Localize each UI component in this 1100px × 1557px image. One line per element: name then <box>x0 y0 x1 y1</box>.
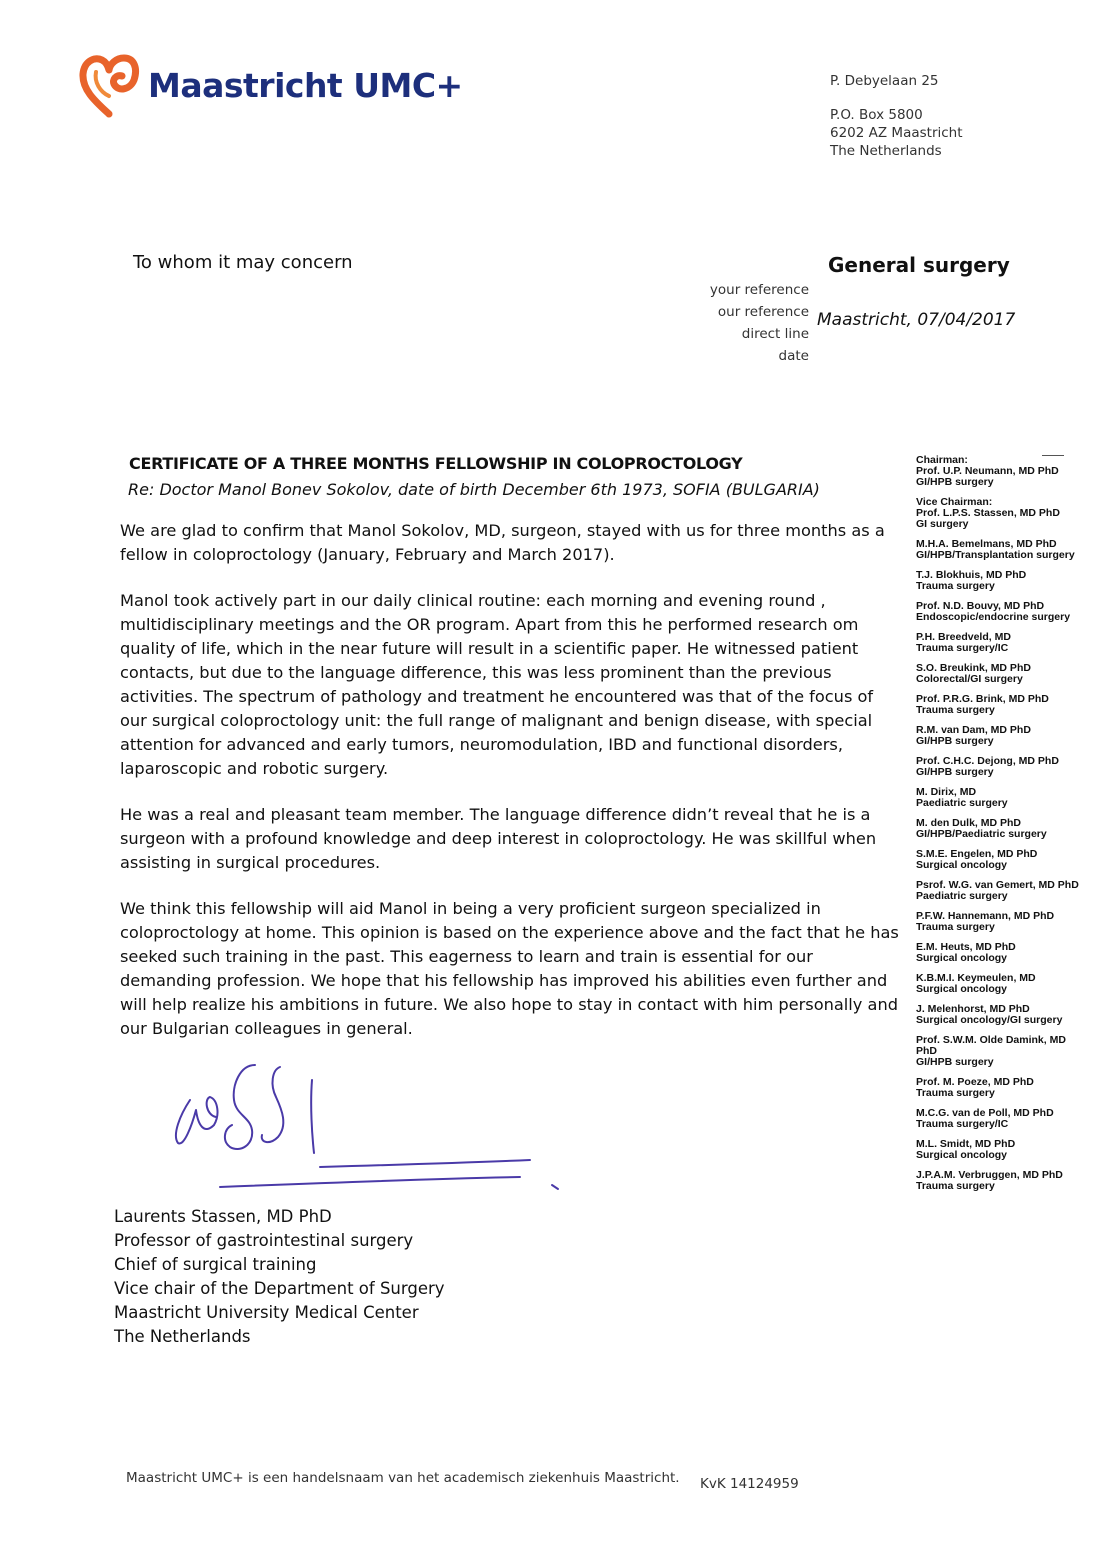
staff-name: Prof. S.W.M. Olde Damink, MD PhD <box>916 1034 1066 1057</box>
staff-specialty: GI/HPB surgery <box>916 766 994 778</box>
staff-entry <box>916 539 1086 561</box>
staff-specialty: Trauma surgery <box>916 580 995 592</box>
maastricht-umc-logo <box>78 52 463 118</box>
staff-entry <box>916 880 1086 902</box>
staff-entry <box>916 818 1086 840</box>
staff-entry <box>916 694 1086 716</box>
staff-name: S.O. Breukink, MD PhD <box>916 662 1031 674</box>
staff-name: P.H. Breedveld, MD <box>916 631 1011 643</box>
staff-specialty: Surgical oncology <box>916 859 1008 871</box>
staff-name: E.M. Heuts, MD PhD <box>916 941 1016 953</box>
staff-entry <box>916 632 1086 654</box>
staff-specialty: Trauma surgery/IC <box>916 1118 1009 1130</box>
body-paragraph: We are glad to confirm that Manol Sokolov, MD, surgeon, stayed with us for three months as a fellow in coloproctology (January, February and March 2017). <box>120 521 885 564</box>
staff-specialty: Surgical oncology <box>916 1149 1008 1161</box>
department-heading: General surgery <box>828 253 1010 277</box>
staff-specialty: Surgical oncology <box>916 952 1008 964</box>
staff-name: J.P.A.M. Verbruggen, MD PhD <box>916 1169 1063 1181</box>
staff-entry <box>916 1108 1086 1130</box>
staff-entry <box>916 1170 1086 1192</box>
staff-name: M.L. Smidt, MD PhD <box>916 1138 1016 1150</box>
staff-specialty: GI/HPB surgery <box>916 735 994 747</box>
staff-entry <box>916 1139 1086 1161</box>
staff-specialty: Trauma surgery <box>916 704 995 716</box>
staff-entry <box>916 1035 1086 1068</box>
staff-entry <box>916 1004 1086 1026</box>
certificate-title: CERTIFICATE OF A THREE MONTHS FELLOWSHIP IN COLOPROCTOLOGY <box>129 454 743 473</box>
staff-entry <box>916 787 1086 809</box>
staff-name: J. Melenhorst, MD PhD <box>916 1003 1030 1015</box>
staff-entry <box>916 725 1086 747</box>
staff-specialty: Endoscopic/endocrine surgery <box>916 611 1071 623</box>
staff-name: Psrof. W.G. van Gemert, MD PhD <box>916 879 1079 891</box>
signatory-block <box>114 1205 445 1349</box>
letter-date: Maastricht, 07/04/2017 <box>817 310 1016 330</box>
staff-specialty: GI/HPB surgery <box>916 1056 994 1068</box>
salutation: To whom it may concern <box>133 252 353 273</box>
subject-line: Re: Doctor Manol Bonev Sokolov, date of birth December 6th 1973, SOFIA (BULGARIA) <box>128 480 820 499</box>
signatory-title: Vice chair of the Department of Surgery <box>114 1279 445 1298</box>
staff-name: M. Dirix, MD <box>916 786 977 798</box>
footer-trade-name: Maastricht UMC+ is een handelsnaam van het academisch ziekenhuis Maastricht. <box>126 1470 680 1486</box>
staff-list <box>916 455 1086 1201</box>
staff-specialty: Paediatric surgery <box>916 890 1008 902</box>
hospital-address <box>830 72 963 160</box>
staff-specialty: GI/HPB surgery <box>916 476 994 488</box>
staff-name: Prof. M. Poeze, MD PhD <box>916 1076 1034 1088</box>
staff-name: Prof. N.D. Bouvy, MD PhD <box>916 600 1045 612</box>
our-reference-label: our reference <box>717 304 809 320</box>
staff-entry <box>916 849 1086 871</box>
staff-specialty: Trauma surgery <box>916 1180 995 1192</box>
staff-entry <box>916 756 1086 778</box>
staff-specialty: Surgical oncology <box>916 983 1008 995</box>
staff-entry <box>916 497 1086 530</box>
staff-specialty: Paediatric surgery <box>916 797 1008 809</box>
body-paragraph: Manol took actively part in our daily clinical routine: each morning and evening round , multidisciplinary meetings and the OR program. Apart from this he performed research om quality of life, which in the near future will result in a scientific paper. He witnessed patient contacts, but due to the language difference, this was less prominent than the previous activities. The spectrum of pathology and treatment he encountered was that of the focus of our surgical coloproctology unit: the full range of malignant and benign disease, with special attention for advanced and early tumors, neuromodulation, IBD and functional disorders, laparoscopic and robotic surgery. <box>120 591 874 778</box>
staff-name: T.J. Blokhuis, MD PhD <box>916 569 1027 581</box>
staff-specialty: Trauma surgery <box>916 1087 995 1099</box>
staff-specialty: Trauma surgery <box>916 921 995 933</box>
address-city: 6202 AZ Maastricht <box>830 125 963 141</box>
staff-name: S.M.E. Engelen, MD PhD <box>916 848 1038 860</box>
staff-specialty: Surgical oncology/GI surgery <box>916 1014 1063 1026</box>
footer-kvk-number: KvK 14124959 <box>700 1476 799 1492</box>
staff-specialty: GI surgery <box>916 518 969 530</box>
staff-specialty: GI/HPB/Paediatric surgery <box>916 828 1047 840</box>
reference-labels <box>680 279 809 367</box>
address-country: The Netherlands <box>830 143 942 159</box>
staff-name: Prof. C.H.C. Dejong, MD PhD <box>916 755 1059 767</box>
staff-role: Vice Chairman: <box>916 496 993 508</box>
letter-body <box>120 519 900 1063</box>
staff-name: Prof. P.R.G. Brink, MD PhD <box>916 693 1049 705</box>
staff-name: M. den Dulk, MD PhD <box>916 817 1021 829</box>
your-reference-label: your reference <box>709 282 809 298</box>
staff-entry <box>916 942 1086 964</box>
staff-specialty: Colorectal/GI surgery <box>916 673 1023 685</box>
logo-wordmark: Maastricht UMC+ <box>148 65 463 105</box>
date-label: date <box>778 348 809 364</box>
staff-entry <box>916 911 1086 933</box>
staff-entry <box>916 455 1086 488</box>
signatory-name: Laurents Stassen, MD PhD <box>114 1207 332 1226</box>
direct-line-label: direct line <box>741 326 809 342</box>
signatory-title: Chief of surgical training <box>114 1255 317 1274</box>
staff-name: M.H.A. Bemelmans, MD PhD <box>916 538 1057 550</box>
body-paragraph: He was a real and pleasant team member. The language difference didn’t reveal that he is a surgeon with a profound knowledge and deep interest in coloproctology. He was skillful when assisting in surgical procedures. <box>120 805 877 872</box>
staff-entry <box>916 570 1086 592</box>
handwritten-signature <box>160 1055 580 1205</box>
signatory-title: Professor of gastrointestinal surgery <box>114 1231 414 1250</box>
staff-name: Prof. L.P.S. Stassen, MD PhD <box>916 507 1060 519</box>
staff-entry <box>916 1077 1086 1099</box>
address-street: P. Debyelaan 25 <box>830 73 939 89</box>
staff-specialty: Trauma surgery/IC <box>916 642 1009 654</box>
staff-name: Prof. U.P. Neumann, MD PhD <box>916 465 1059 477</box>
staff-name: P.F.W. Hannemann, MD PhD <box>916 910 1055 922</box>
signatory-institution: Maastricht University Medical Center <box>114 1303 419 1322</box>
signatory-country: The Netherlands <box>114 1327 251 1346</box>
address-pobox: P.O. Box 5800 <box>830 107 923 123</box>
staff-name: R.M. van Dam, MD PhD <box>916 724 1031 736</box>
staff-entry <box>916 663 1086 685</box>
body-paragraph: We think this fellowship will aid Manol in being a very proficient surgeon specialized in coloproctology at home. This opinion is based on the experience above and the fact that he has seeked such training in the past. This eagerness to learn and train is essential for our demanding profession. We hope that his fellowship has improved his abilities even further and will help realize his ambitions in future. We also hope to stay in contact with him personally and our Bulgarian colleagues in general. <box>120 899 899 1038</box>
staff-entry <box>916 601 1086 623</box>
staff-specialty: GI/HPB/Transplantation surgery <box>916 549 1075 561</box>
staff-name: M.C.G. van de Poll, MD PhD <box>916 1107 1054 1119</box>
staff-name: K.B.M.I. Keymeulen, MD <box>916 972 1036 984</box>
heart-logo-icon <box>78 52 140 118</box>
staff-role: Chairman: <box>916 454 968 466</box>
staff-entry <box>916 973 1086 995</box>
